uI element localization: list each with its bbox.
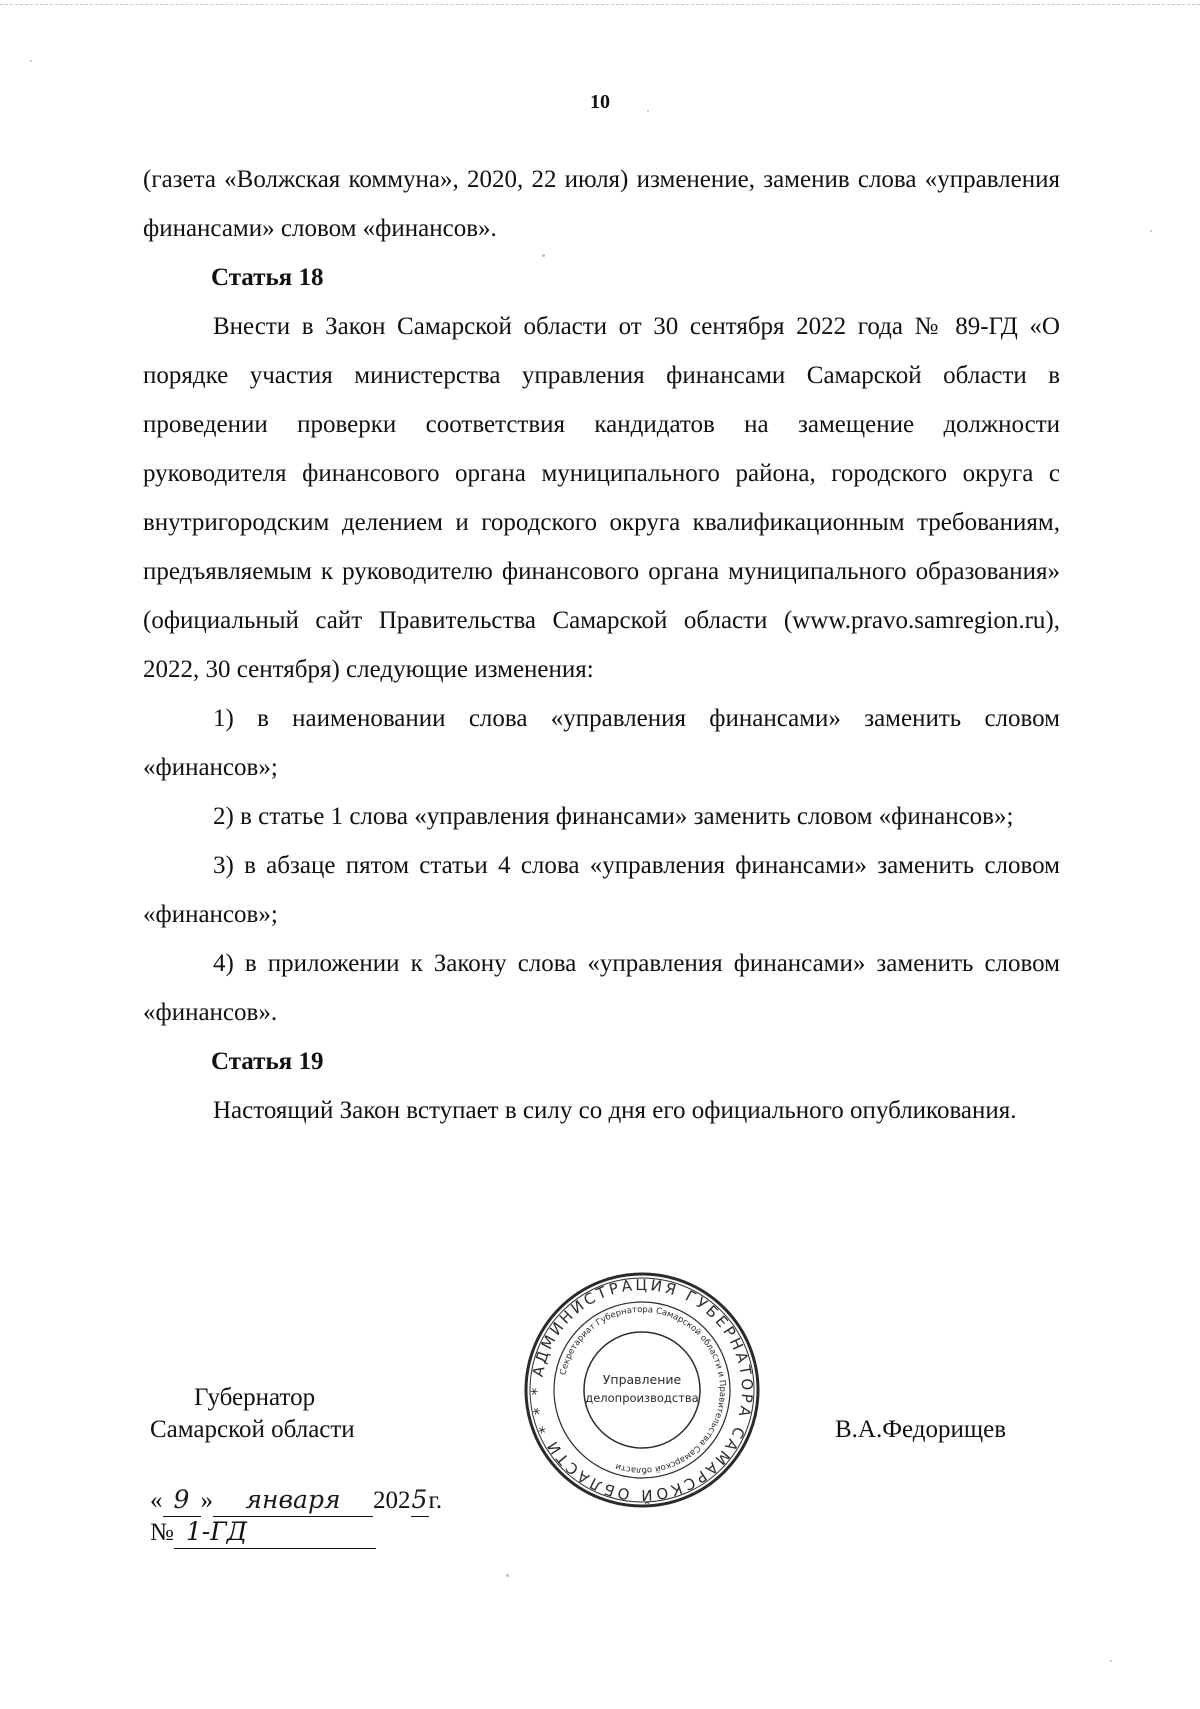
signatory-title-line-2: Самарской области [150,1416,355,1443]
date-year-prefix: 202 [373,1487,411,1514]
seal-center-line-2: делопроизводства [585,1391,699,1405]
paragraph-continuation: (газета «Волжская коммуна», 2020, 22 июля) изменение, заменив слова «управления финансами» словом «финансов». [143,166,1060,242]
article-19-text: Настоящий Закон вступает в силу со дня его официального опубликования. [213,1097,1017,1124]
article-18-heading: Статья 18 [211,264,324,291]
scan-speck [542,254,545,257]
scan-speck [506,1574,509,1577]
list-item-1: 1) в наименовании слова «управления финансами» заменить словом «финансов»; [143,705,1060,781]
document-body [143,155,1060,1135]
scan-speck [647,110,649,112]
scan-speck [1110,1660,1112,1662]
date-suffix: г. [428,1487,443,1514]
date-quote-close: » [200,1487,213,1514]
signatory-title [150,1382,355,1446]
number-sign: № [150,1519,174,1546]
seal-center-line-1: Управление [602,1372,682,1387]
scan-edge [0,4,1200,5]
article-19-heading: Статья 19 [211,1048,324,1075]
date-day: 9 [163,1484,201,1517]
article-18-intro: Внести в Закон Самарской области от 30 сентября 2022 года № 89-ГД «О порядке участия министерства управления финансами Самарской области в проведении проверки соответствия кандидатов на замещение должности руководителя финансового органа муниципального района, городского округа с внутригородским делением и городского округа квалификационным требованиям, предъявляемым к руководителю финансового органа муниципального образования» (официальный сайт Правительства Самарской области (www.pravo.samregion.ru), 2022, 30 сентября) следующие изменения: [143,313,1060,683]
signatory-name: В.А.Федорищев [835,1416,1006,1443]
list-item-2: 2) в статье 1 слова «управления финансами» заменить словом «финансов»; [213,803,1014,830]
seal-middle-text: Секретариат Губернатора Самарской области и Правительства Самарской области [558,1304,728,1476]
date-year-digit: 5 [411,1484,429,1517]
signing-date [150,1484,442,1517]
date-quote-open: « [150,1487,163,1514]
seal-outer-text: АДМИНИСТРАЦИЯ ГУБЕРНАТОРА САМАРСКОЙ ОБЛАСТИ * * * [527,1275,757,1505]
page-number: 10 [590,91,610,113]
number-value: 1-ГД [174,1516,376,1549]
date-month: января [213,1484,373,1517]
seal-graphic [522,1270,762,1510]
scan-speck [30,60,32,62]
law-number [150,1516,376,1549]
list-item-4: 4) в приложении к Закону слова «управления финансами» заменить словом «финансов». [143,950,1060,1026]
signatory-title-line-1: Губернатор [194,1384,316,1411]
scan-speck [1150,230,1152,232]
list-item-3: 3) в абзаце пятом статьи 4 слова «управления финансами» заменить словом «финансов»; [143,852,1060,928]
official-seal [522,1270,762,1510]
